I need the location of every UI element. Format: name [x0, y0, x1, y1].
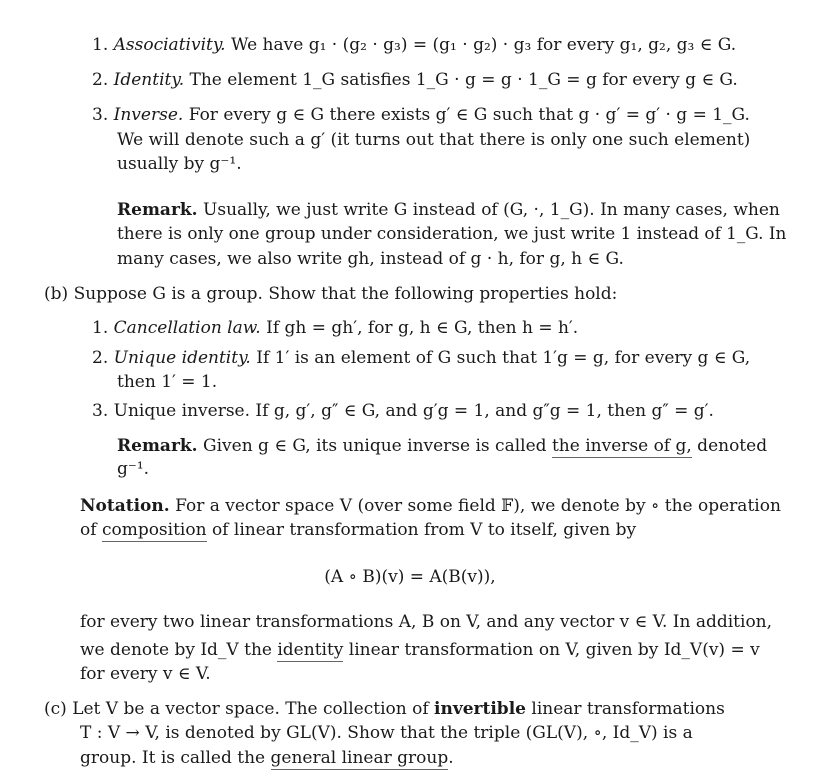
term-identity: identity — [277, 640, 344, 660]
item-number: 1. — [92, 35, 109, 55]
item-number: 3. — [92, 401, 109, 421]
term-composition: composition — [101, 520, 207, 540]
notation-line2 — [80, 519, 636, 541]
axiom-inverse-line2: We will denote such a g′ (it turns out that there is only one such element) — [117, 130, 751, 150]
part-c-line2: T : V → V, is denoted by GL(V). Show that the triple (GL(V), ∘, Id_V) is a — [80, 723, 693, 743]
notation-text-post: of linear transformation from V to itself, given by — [206, 520, 637, 540]
part-c-line3 — [80, 747, 454, 769]
axiom-inverse-line3: usually by g⁻¹. — [117, 154, 242, 174]
term-inverse-of-g: the inverse of g, — [551, 436, 692, 456]
notation-line3: for every two linear transformations A, B on V, and any vector v ∈ V. In addition, — [80, 612, 773, 632]
part-label: (b) — [44, 284, 69, 304]
part-c-text-pre: Let V be a vector space. The collection of — [72, 699, 435, 719]
axiom-identity — [92, 69, 738, 91]
property-cancellation — [92, 317, 578, 339]
notation-label: Notation. — [80, 496, 170, 516]
part-c-text-post: linear transformations — [525, 699, 725, 719]
part-c-text-pre: group. It is called the — [80, 748, 271, 768]
item-label: Unique identity. — [113, 348, 251, 368]
notation-text-pre: of — [80, 520, 102, 540]
remark-b-line1 — [117, 435, 767, 457]
property-unique-identity-line2: then 1′ = 1. — [117, 372, 218, 392]
item-label: Identity. — [113, 70, 185, 90]
property-unique-identity-line1 — [92, 347, 750, 369]
remark-b-line2: g⁻¹. — [117, 459, 150, 479]
term-general-linear-group: general linear group — [270, 748, 449, 768]
remark-label: Remark. — [117, 200, 198, 220]
axiom-inverse-line1 — [92, 104, 750, 126]
remark-text-pre: Given g ∈ G, its unique inverse is called — [203, 436, 552, 456]
remark-label: Remark. — [117, 436, 198, 456]
item-number: 1. — [92, 318, 109, 338]
remark-a-line1 — [117, 199, 780, 221]
item-text: Unique inverse. If g, g′, g″ ∈ G, and g′g = 1, and g″g = 1, then g″ = g′. — [113, 401, 714, 421]
part-c-line1 — [44, 698, 725, 720]
item-text: The element 1_G satisfies 1_G · g = g · 1_G = g for every g ∈ G. — [189, 70, 738, 90]
item-text: We have g₁ · (g₂ · g₃) = (g₁ · g₂) · g₃ for every g₁, g₂, g₃ ∈ G. — [231, 35, 737, 55]
notation-line1 — [80, 495, 781, 517]
item-text: If 1′ is an element of G such that 1′g = g, for every g ∈ G, — [256, 348, 751, 368]
item-number: 2. — [92, 348, 109, 368]
remark-text: Usually, we just write G instead of (G, ·, 1_G). In many cases, when — [203, 200, 780, 220]
notation-text-post: linear transformation on V, given by Id_V(v) = v — [343, 640, 760, 660]
notation-text: For a vector space V (over some field 𝔽), we denote by ∘ the operation — [175, 496, 781, 516]
notation-line5: for every v ∈ V. — [80, 664, 211, 684]
notation-line4 — [80, 639, 760, 661]
item-number: 2. — [92, 70, 109, 90]
axiom-associativity — [92, 34, 736, 56]
part-c-text-post: . — [448, 748, 454, 768]
remark-text-post: denoted — [691, 436, 768, 456]
composition-equation: (A ∘ B)(v) = A(B(v)), — [324, 567, 496, 587]
item-number: 3. — [92, 105, 109, 125]
item-label: Associativity. — [113, 35, 226, 55]
item-label: Inverse. — [113, 105, 184, 125]
term-invertible: invertible — [434, 699, 526, 719]
notation-text-pre: we denote by Id_V the — [80, 640, 278, 660]
item-label: Cancellation law. — [113, 318, 261, 338]
item-text: For every g ∈ G there exists g′ ∈ G such that g · g′ = g′ · g = 1_G. — [188, 105, 750, 125]
remark-a-line3: many cases, we also write gh, instead of g · h, for g, h ∈ G. — [117, 249, 624, 269]
remark-a-line2: there is only one group under consideration, we just write 1 instead of 1_G. In — [117, 224, 787, 244]
part-b-heading — [44, 283, 617, 305]
property-unique-inverse — [92, 400, 714, 422]
item-text: If gh = gh′, for g, h ∈ G, then h = h′. — [266, 318, 579, 338]
part-label: (c) — [44, 699, 67, 719]
part-text: Suppose G is a group. Show that the following properties hold: — [73, 284, 618, 304]
